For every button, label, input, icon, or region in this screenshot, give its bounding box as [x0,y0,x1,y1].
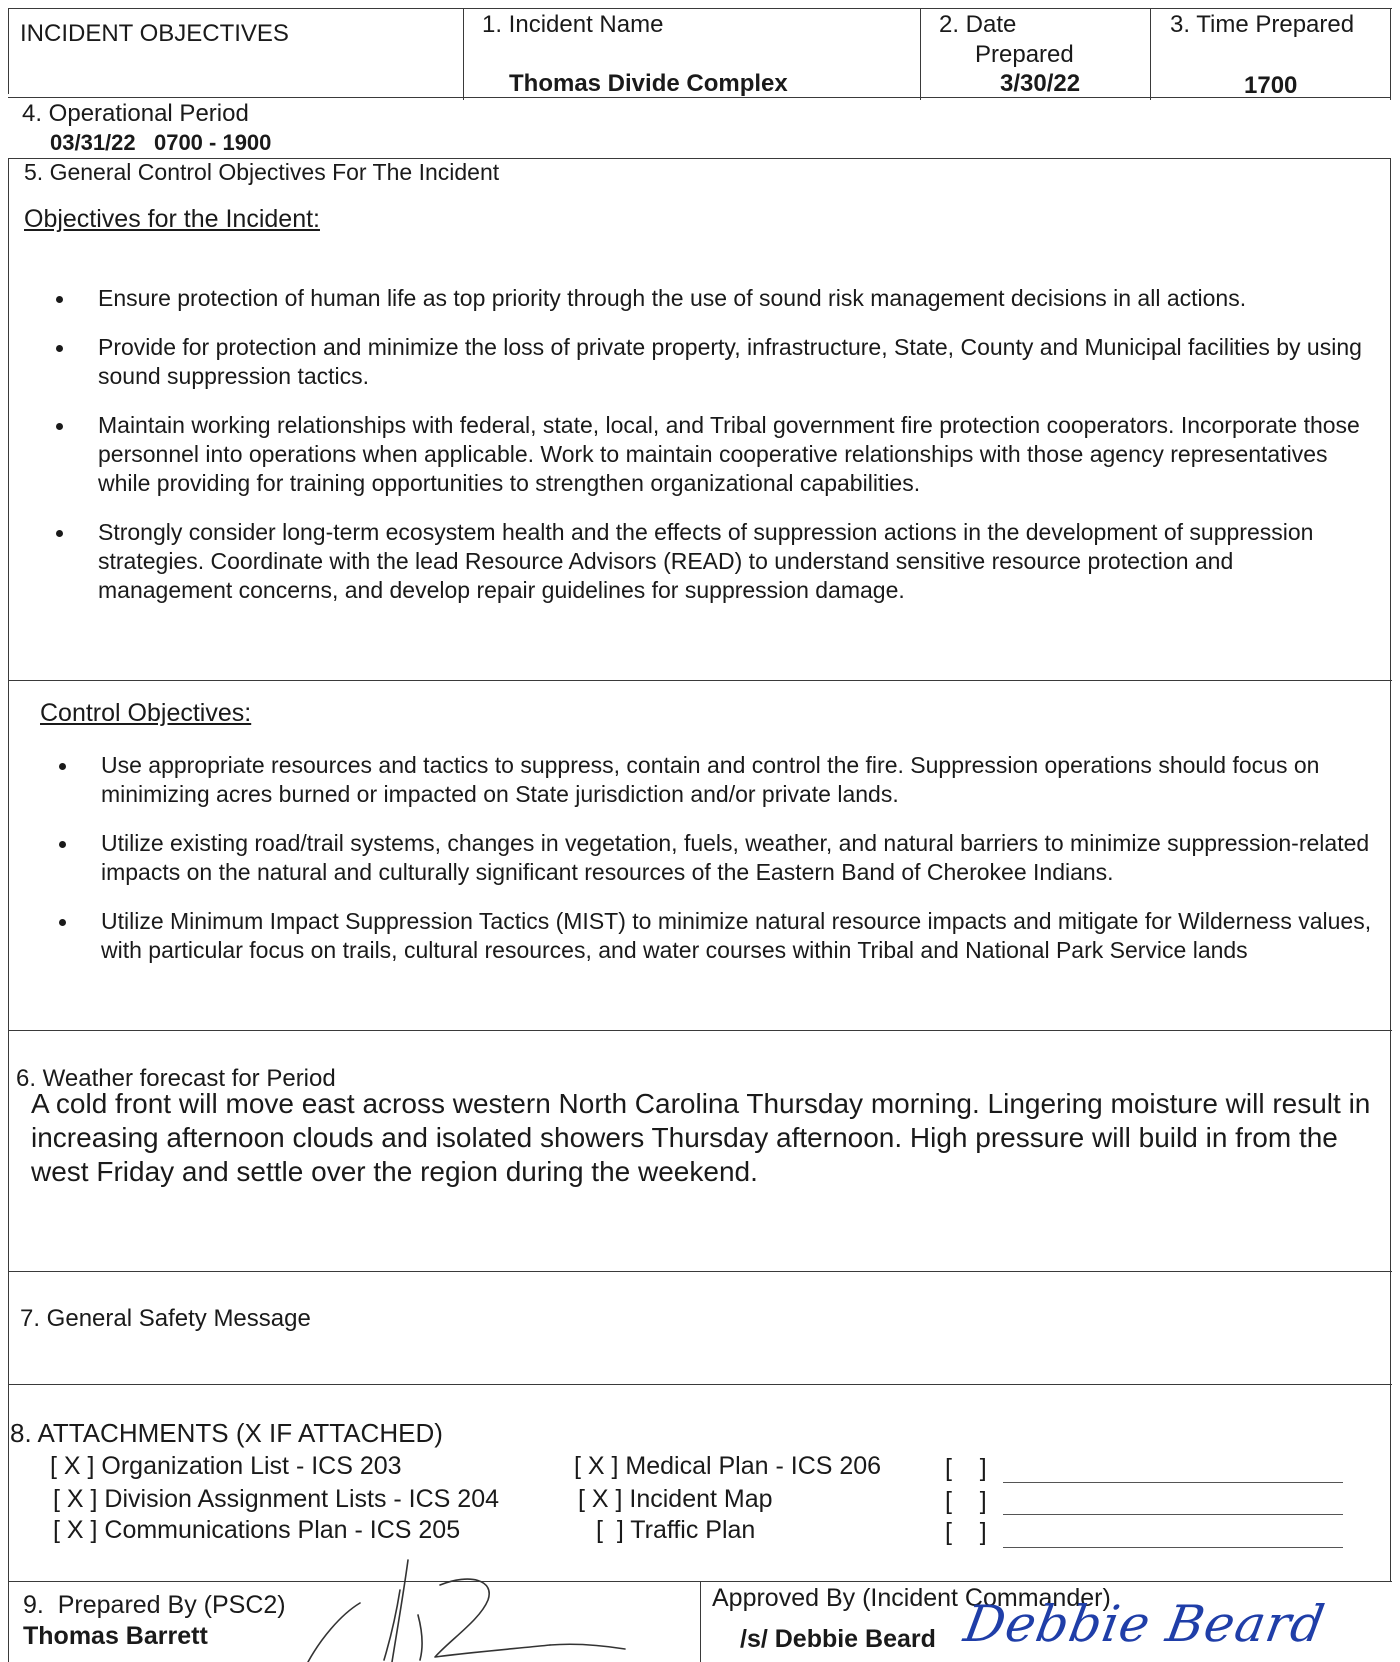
time-label: 3. Time Prepared [1170,11,1355,38]
form-title: INCIDENT OBJECTIVES [20,20,289,47]
header-divider-1 [463,8,464,100]
operational-period-value: 03/31/22 0700 - 1900 [50,130,272,155]
date-label: 2. Date [939,11,1017,38]
incident-name-value: Thomas Divide Complex [509,70,788,97]
weather-label: 6. Weather forecast for Period [16,1065,336,1092]
objectives-section-label: 5. General Control Objectives For The Incident [24,159,500,185]
attachment-blank-checkbox: [ ] [945,1454,987,1482]
signature-divider [700,1581,701,1662]
control-objectives-bottom-line [8,1030,1392,1031]
weather-bottom-line [8,1271,1392,1272]
safety-label: 7. General Safety Message [20,1305,311,1332]
control-objectives-heading: Control Objectives: [40,699,252,727]
attachment-division-assignment: [ X ] Division Assignment Lists - ICS 204 [53,1485,500,1513]
attachment-medical-plan: [ X ] Medical Plan - ICS 206 [574,1452,882,1480]
attachment-blank-line [1003,1482,1343,1483]
incident-objectives-list [98,284,1370,605]
date-label-prepared: Prepared [975,41,1074,68]
prepared-by-label: 9. Prepared By (PSC2) [23,1591,286,1619]
date-value: 3/30/22 [1000,70,1081,97]
list-item: Maintain working relationships with federal, state, local, and Tribal government fire protection cooperators. Incorporate those personnel into operations when applicable. Work to maintain cooperative relationships with those agency representatives while providing for training opportunities to strengthen organizational capabilities. [98,411,1370,498]
weather-text: A cold front will move east across western North Carolina Thursday morning. Lingering moisture will result in increasing afternoon clouds and isolated showers Thursday afternoon. High pressure will build in from the west Friday and settle over the region during the weekend. [31,1088,1371,1187]
left-border-top [8,8,9,94]
right-border-top [1390,8,1391,100]
attachment-incident-map: [ X ] Incident Map [578,1485,773,1513]
header-divider-2 [920,8,921,100]
list-item: Ensure protection of human life as top priority through the use of sound risk management decisions in all actions. [98,284,1370,313]
incident-name-label: 1. Incident Name [482,11,664,38]
list-item: Utilize existing road/trail systems, changes in vegetation, fuels, weather, and natural barriers to minimize suppression-related impacts on the natural and culturally significant resources of the Eastern Band of Cherokee Indians. [101,829,1373,887]
attachment-blank-line [1003,1547,1343,1548]
top-border [8,8,1392,9]
left-border [8,158,9,1662]
attachment-blank-line [1003,1514,1343,1515]
operational-period-label: 4. Operational Period [22,100,249,127]
incident-objectives-bottom-line [8,680,1392,681]
list-item: Strongly consider long-term ecosystem health and the effects of suppression actions in the development of suppression strategies. Coordinate with the lead Resource Advisors (READ) to understand sensitive resource protection and management concerns, and develop repair guidelines for suppression damage. [98,518,1370,605]
safety-bottom-line [8,1384,1392,1385]
list-item: Utilize Minimum Impact Suppression Tactics (MIST) to minimize natural resource impacts and mitigate for Wilderness values, with particular focus on trails, cultural resources, and water courses within Tribal and National Park Service lands [101,908,1372,963]
approved-by-name: /s/ Debbie Beard [740,1625,936,1653]
list-item: Use appropriate resources and tactics to suppress, contain and control the fire. Suppression operations should focus on minimizing acres burned or impacted on State jurisdiction and/or private lands. [101,751,1373,809]
approved-by-signature: Debbie Beard [959,1595,1330,1653]
control-objectives-list [101,751,1373,965]
attachment-communications-plan: [ X ] Communications Plan - ICS 205 [53,1516,461,1544]
attachment-blank-checkbox: [ ] [945,1518,987,1546]
time-value: 1700 [1244,72,1298,99]
attachment-traffic-plan: [ ] Traffic Plan [596,1516,756,1544]
right-border [1390,158,1391,1582]
incident-objectives-heading: Objectives for the Incident: [24,205,320,233]
attachments-label: 8. ATTACHMENTS (X IF ATTACHED) [10,1418,443,1448]
list-item: Provide for protection and minimize the loss of private property, infrastructure, State, County and Municipal facilities by using sound suppression tactics. [98,333,1370,391]
prepared-by-name: Thomas Barrett [23,1622,208,1650]
approved-by-label: Approved By (Incident Commander) [712,1584,1111,1612]
attachment-organization-list: [ X ] Organization List - ICS 203 [50,1452,402,1480]
prepared-by-signature-image [300,1545,630,1662]
header-divider-3 [1150,8,1151,100]
attachment-blank-checkbox: [ ] [945,1487,987,1515]
